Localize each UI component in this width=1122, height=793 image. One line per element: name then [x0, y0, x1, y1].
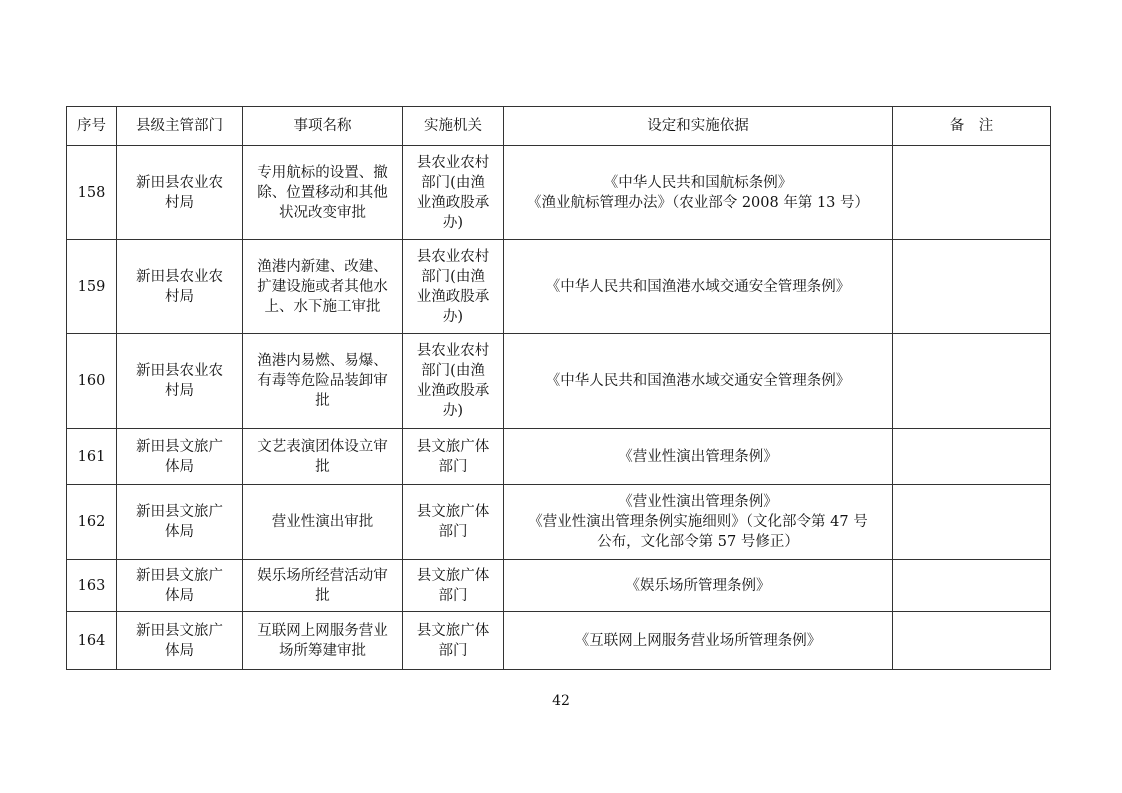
table-row — [67, 485, 1051, 560]
table-row — [67, 334, 1051, 429]
header-remarks: 备 注 — [893, 107, 1051, 146]
cell-agency-line: 县农业农村 — [416, 248, 490, 265]
table-header-row — [67, 107, 1051, 146]
cell-item-name — [243, 560, 403, 612]
cell-remarks — [893, 485, 1051, 560]
cell-basis — [504, 146, 893, 240]
cell-basis — [504, 429, 893, 485]
cell-item-name-line: 批 — [315, 393, 330, 409]
cell-serial: 164 — [67, 612, 117, 670]
cell-agency-line: 业渔政股承 — [416, 288, 490, 305]
cell-item-name-line: 互联网上网服务营业 — [257, 622, 388, 639]
cell-agency-line: 部门(由渔 — [421, 363, 485, 379]
cell-agency — [403, 485, 504, 560]
cell-agency-line: 县文旅广体 — [416, 438, 490, 455]
cell-basis-line: 《中华人民共和国航标条例》 — [603, 174, 793, 191]
cell-department — [117, 485, 243, 560]
cell-agency-line: 县农业农村 — [416, 343, 490, 359]
cell-basis-line: 《营业性演出管理条例实施细则》（文化部令第 47 号 — [528, 514, 868, 530]
cell-item-name-line: 上、水下施工审批 — [264, 298, 381, 315]
cell-agency-line: 部门 — [438, 587, 468, 604]
cell-agency-line: 县农业农村 — [416, 154, 490, 171]
cell-agency — [403, 240, 504, 334]
cell-serial: 163 — [67, 560, 117, 612]
cell-agency-line: 部门 — [438, 642, 468, 659]
cell-department — [117, 334, 243, 429]
cell-item-name — [243, 429, 403, 485]
cell-basis — [504, 485, 893, 560]
page-number: 42 — [552, 693, 570, 709]
cell-remarks — [893, 240, 1051, 334]
cell-department-line: 新田县文旅广 — [136, 504, 223, 520]
cell-item-name — [243, 612, 403, 670]
cell-item-name — [243, 240, 403, 334]
cell-department-line: 新田县文旅广 — [136, 622, 223, 639]
cell-basis — [504, 334, 893, 429]
cell-agency — [403, 334, 504, 429]
cell-item-name — [243, 334, 403, 429]
cell-remarks — [893, 560, 1051, 612]
cell-department-line: 村局 — [165, 383, 194, 399]
cell-serial: 159 — [67, 240, 117, 334]
cell-department — [117, 560, 243, 612]
cell-item-name-line: 扩建设施或者其他水 — [257, 278, 388, 295]
cell-remarks — [893, 334, 1051, 429]
cell-item-name-line: 专用航标的设置、撤 — [257, 164, 388, 181]
cell-item-name-line: 渔港内新建、改建、 — [257, 258, 388, 275]
header-department: 县级主管部门 — [117, 107, 243, 146]
cell-item-name-line: 营业性演出审批 — [271, 514, 374, 530]
cell-basis — [504, 240, 893, 334]
cell-agency-line: 部门 — [438, 524, 468, 540]
cell-department-line: 新田县农业农 — [136, 363, 223, 379]
cell-serial: 161 — [67, 429, 117, 485]
header-basis: 设定和实施依据 — [504, 107, 893, 146]
cell-item-name-line: 场所筹建审批 — [279, 642, 366, 659]
header-item-name: 事项名称 — [243, 107, 403, 146]
cell-basis — [504, 612, 893, 670]
table-row — [67, 146, 1051, 240]
cell-department-line: 新田县农业农 — [136, 268, 223, 285]
cell-agency-line: 县文旅广体 — [416, 567, 490, 584]
cell-agency — [403, 146, 504, 240]
cell-agency-line: 县文旅广体 — [416, 622, 490, 639]
cell-department-line: 体局 — [165, 458, 194, 475]
cell-serial: 162 — [67, 485, 117, 560]
cell-item-name — [243, 146, 403, 240]
cell-department-line: 新田县文旅广 — [136, 567, 223, 584]
cell-basis-line: 《中华人民共和国渔港水域交通安全管理条例》 — [545, 278, 851, 295]
cell-agency-line: 业渔政股承 — [416, 383, 490, 399]
cell-department-line: 新田县文旅广 — [136, 438, 223, 455]
cell-remarks — [893, 612, 1051, 670]
cell-agency-line: 办) — [442, 308, 464, 325]
cell-basis-line: 《营业性演出管理条例》 — [618, 494, 778, 510]
cell-agency-line: 部门 — [438, 458, 468, 475]
cell-department-line: 体局 — [165, 587, 194, 604]
cell-department-line: 村局 — [165, 194, 194, 211]
cell-department — [117, 240, 243, 334]
cell-department — [117, 146, 243, 240]
cell-item-name-line: 渔港内易燃、易爆、 — [257, 353, 388, 369]
cell-item-name-line: 批 — [315, 458, 330, 475]
cell-serial: 160 — [67, 334, 117, 429]
table-row — [67, 240, 1051, 334]
table-row — [67, 612, 1051, 670]
table-row — [67, 560, 1051, 612]
header-serial: 序号 — [67, 107, 117, 146]
cell-basis-line: 《中华人民共和国渔港水域交通安全管理条例》 — [545, 373, 851, 389]
cell-basis-line: 《渔业航标管理办法》（农业部令 2008 年第 13 号） — [526, 194, 870, 211]
cell-remarks — [893, 146, 1051, 240]
table-body — [67, 146, 1051, 670]
cell-item-name — [243, 485, 403, 560]
cell-item-name-line: 状况改变审批 — [279, 204, 366, 221]
header-agency: 实施机关 — [403, 107, 504, 146]
cell-remarks — [893, 429, 1051, 485]
cell-department-line: 村局 — [165, 288, 194, 305]
cell-agency — [403, 560, 504, 612]
cell-agency — [403, 612, 504, 670]
cell-basis-line: 《娱乐场所管理条例》 — [625, 577, 771, 594]
approval-items-table — [66, 106, 1051, 670]
cell-department-line: 新田县农业农 — [136, 174, 223, 191]
cell-agency-line: 办) — [442, 403, 464, 419]
cell-basis — [504, 560, 893, 612]
cell-agency — [403, 429, 504, 485]
cell-department-line: 体局 — [165, 524, 194, 540]
cell-department — [117, 429, 243, 485]
cell-item-name-line: 批 — [315, 587, 330, 604]
cell-basis-line: 《互联网上网服务营业场所管理条例》 — [574, 632, 822, 649]
cell-agency-line: 部门(由渔 — [421, 268, 485, 285]
cell-basis-line: 《营业性演出管理条例》 — [618, 448, 778, 465]
table-row — [67, 429, 1051, 485]
cell-agency-line: 业渔政股承 — [416, 194, 490, 211]
cell-item-name-line: 文艺表演团体设立审 — [257, 438, 388, 455]
cell-basis-line: 公布，文化部令第 57 号修正） — [597, 534, 799, 550]
cell-agency-line: 县文旅广体 — [416, 504, 490, 520]
cell-item-name-line: 除、位置移动和其他 — [257, 184, 388, 201]
cell-item-name-line: 娱乐场所经营活动审 — [257, 567, 388, 584]
cell-agency-line: 部门(由渔 — [421, 174, 485, 191]
cell-department — [117, 612, 243, 670]
cell-department-line: 体局 — [165, 642, 194, 659]
cell-item-name-line: 有毒等危险品装卸审 — [257, 373, 388, 389]
cell-agency-line: 办) — [442, 214, 464, 231]
cell-serial: 158 — [67, 146, 117, 240]
